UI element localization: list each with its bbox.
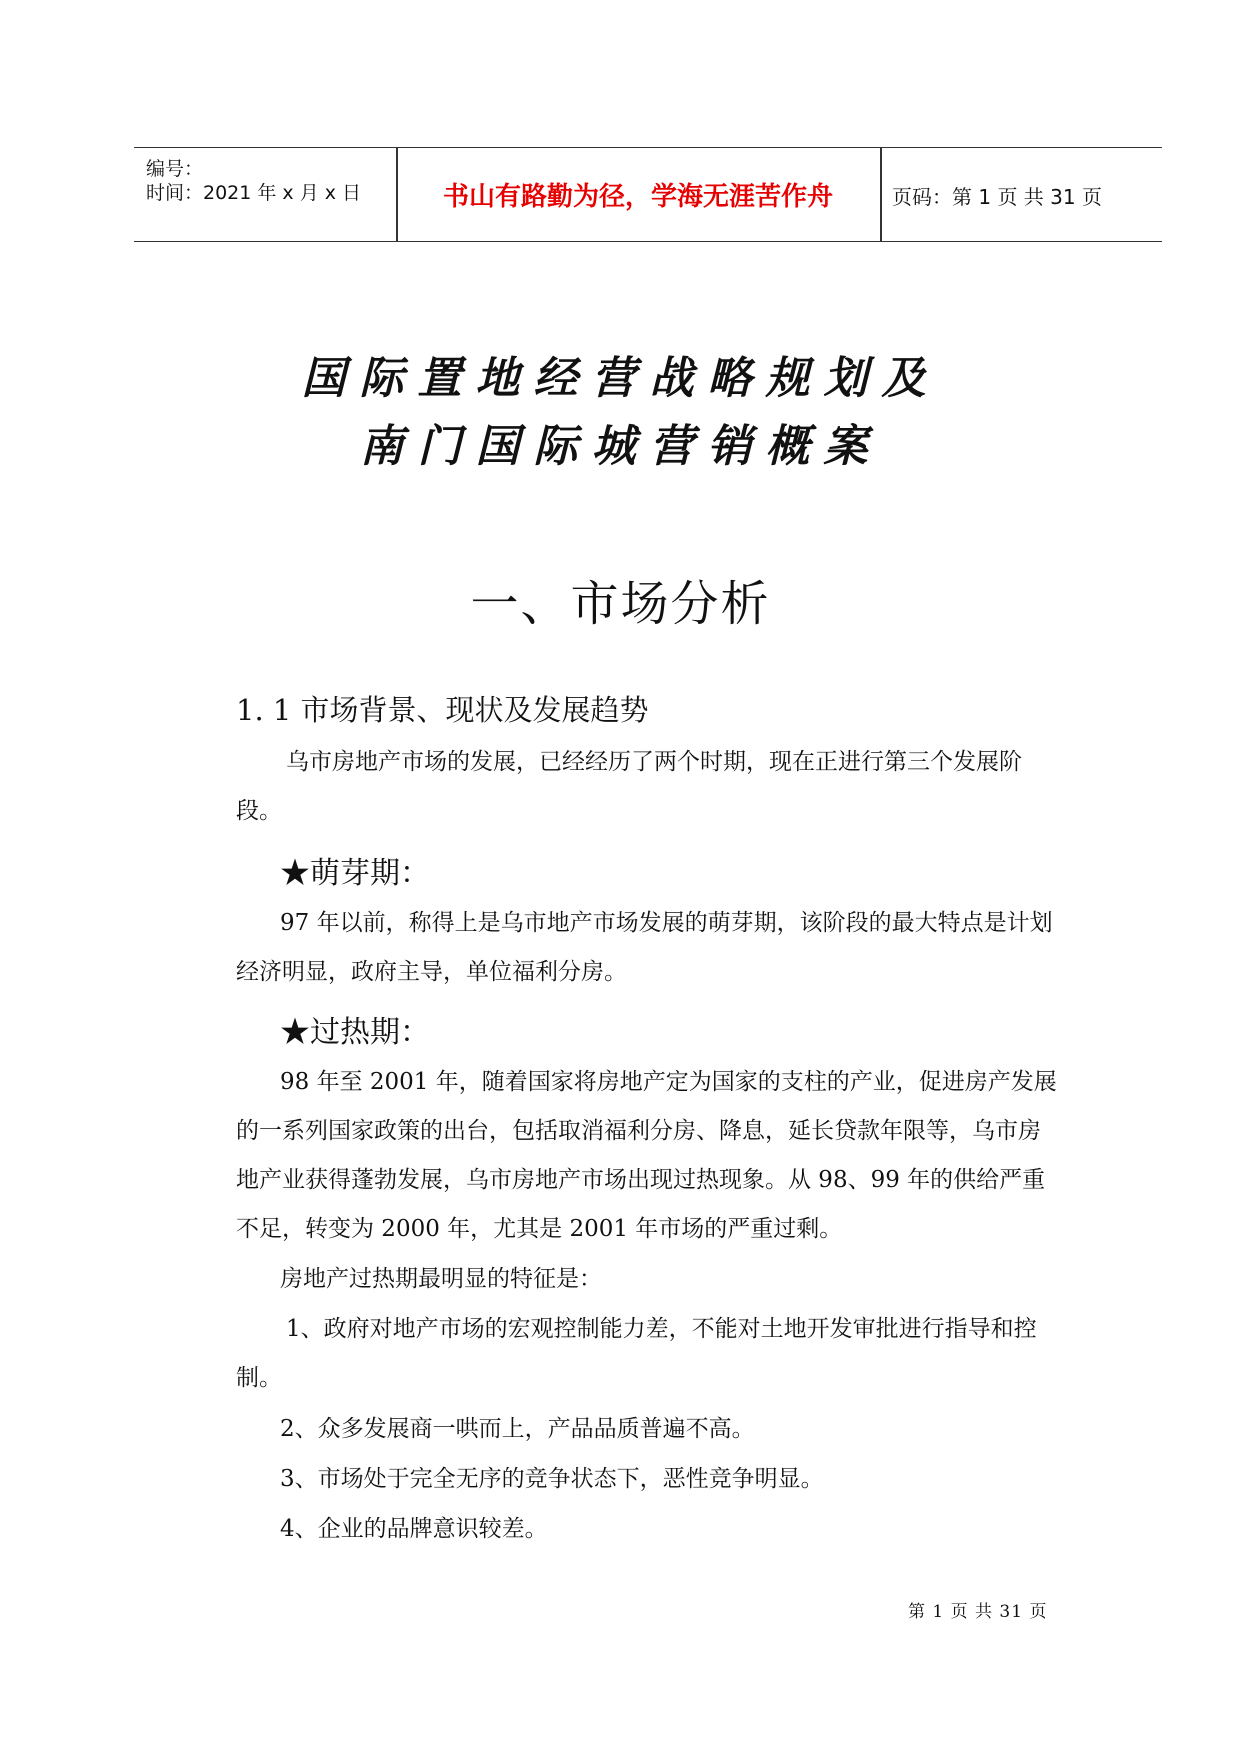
feature-item-2: 2、众多发展商一哄而上，产品品质普遍不高。 xyxy=(280,1416,755,1442)
star-icon: ★ xyxy=(280,1015,310,1050)
intro-paragraph: 乌市房地产市场的发展，已经经历了两个时期，现在正进行第三个发展阶段。 xyxy=(236,749,1022,824)
stage1-heading-text: 萌芽期： xyxy=(310,856,430,891)
feature-item-4: 4、企业的品牌意识较差。 xyxy=(280,1516,548,1542)
header-meta xyxy=(146,148,396,241)
document-title-line2: 南门国际城营销概案 xyxy=(359,421,882,472)
header-page-code: 页码：第 1 页 共 31 页 xyxy=(892,185,1102,209)
stage1-paragraph: 97 年以前，称得上是乌市地产市场发展的萌芽期，该阶段的最大特点是计划经济明显，政府主导，单位福利分房。 xyxy=(236,910,1053,985)
document-title-line1: 国际置地经营战略规划及 xyxy=(301,353,940,404)
feature-item-1: 1、政府对地产市场的宏观控制能力差，不能对土地开发审批进行指导和控制。 xyxy=(236,1316,1037,1391)
page-footer: 第 1 页 共 31 页 xyxy=(908,1602,1048,1622)
stage2-heading xyxy=(280,1007,430,1051)
star-icon: ★ xyxy=(280,856,310,891)
document-header xyxy=(134,147,1162,242)
subsection-heading: 1. 1 市场背景、现状及发展趋势 xyxy=(236,693,649,727)
stage2-paragraph: 98 年至 2001 年，随着国家将房地产定为国家的支柱的产业，促进房产发展的一系列国家政策的出台，包括取消福利分房、降息，延长贷款年限等，乌市房地产业获得蓬勃发展，乌市房地产市场出现过热现象。从 98、99 年的供给严重不足，转变为 2000 年，尤其是 2001 年市场的严重过剩。 xyxy=(236,1069,1057,1242)
section-heading: 一、市场分析 xyxy=(470,576,771,632)
stage2-heading-text: 过热期： xyxy=(310,1015,430,1050)
feature-item-3: 3、市场处于完全无序的竞争状态下，恶性竞争明显。 xyxy=(280,1466,824,1492)
features-intro: 房地产过热期最明显的特征是： xyxy=(280,1266,602,1292)
header-motto: 书山有路勤为径，学海无涯苦作舟 xyxy=(442,182,833,212)
header-divider-right xyxy=(880,148,882,241)
stage1-heading xyxy=(280,848,430,892)
document-number-label: 编号： xyxy=(146,158,204,180)
document-time-label: 时间：2021 年 x 月 x 日 xyxy=(146,182,362,204)
